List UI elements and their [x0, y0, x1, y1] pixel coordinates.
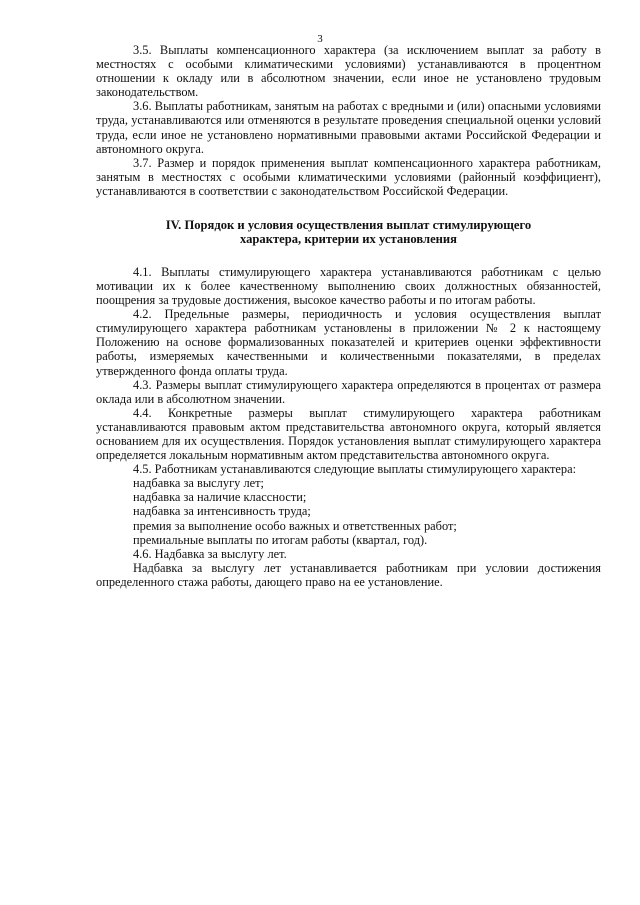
clause-4-4: 4.4. Конкретные размеры выплат стимулирующего характера работникам устанавливаются правовым актом представительства автономного округа, который является основанием для их осуществления. Порядок установления выплат стимулирующего характера определяется локальным нормативным актом представительства автономного округа. — [96, 405, 601, 463]
payment-item-3: надбавка за интенсивность труда; — [133, 504, 311, 519]
page-number: 3 — [317, 33, 323, 45]
clause-4-2: 4.2. Предельные размеры, периодичность и условия осуществления выплат стимулирующего характера работникам установлены в приложении № 2 к настоящему Положению на основе формализованных показателей и критериев оценки эффективности работы, измеряемых качественными и количественными показателями, в пределах утвержденного фонда оплаты труда. — [96, 307, 601, 378]
payment-item-2: надбавка за наличие классности; — [133, 490, 307, 505]
clause-4-6-text: Надбавка за выслугу лет устанавливается работникам при условии достижения определенного стажа работы, дающего право на ее установление. — [96, 560, 601, 589]
section-4-heading-line-1: IV. Порядок и условия осуществления выплат стимулирующего — [165, 218, 532, 233]
payment-item-4: премия за выполнение особо важных и ответственных работ; — [133, 518, 457, 533]
section-4-heading-line-2: характера, критерии их установления — [239, 232, 457, 247]
payment-item-1: надбавка за выслугу лет; — [133, 476, 264, 491]
clause-4-5: 4.5. Работникам устанавливаются следующие выплаты стимулирующего характера: — [133, 462, 577, 477]
section-4-heading — [96, 218, 601, 247]
document-body — [96, 43, 601, 589]
clause-3-5: 3.5. Выплаты компенсационного характера (за исключением выплат за работу в местностях с особыми климатическими условиями) устанавливаются в процентном отношении к окладу или в абсолютном значении, если иное не установлено трудовым законодательством. — [96, 43, 601, 100]
clause-4-3: 4.3. Размеры выплат стимулирующего характера определяются в процентах от размера оклада или в абсолютном значении. — [96, 377, 601, 406]
clause-3-7: 3.7. Размер и порядок применения выплат компенсационного характера работникам, занятым в местностях с особыми климатическими условиями (районный коэффициент), устанавливаются в соответствии с законодательством Российской Федерации. — [96, 155, 601, 198]
clause-4-6: 4.6. Надбавка за выслугу лет. — [133, 546, 287, 561]
clause-4-1: 4.1. Выплаты стимулирующего характера устанавливаются работникам с целью мотивации их к более качественному выполнению своих должностных обязанностей, поощрения за трудовые достижения, высокое качество работы и по итогам работы. — [96, 264, 601, 308]
clause-3-6: 3.6. Выплаты работникам, занятым на работах с вредными и (или) опасными условиями труда, устанавливаются или отменяются в результате проведения специальной оценки условий труда, если иное не установлено нормативными правовыми актами Российской Федерации и автономного округа. — [96, 99, 601, 156]
payment-item-5: премиальные выплаты по итогам работы (квартал, год). — [133, 532, 428, 547]
